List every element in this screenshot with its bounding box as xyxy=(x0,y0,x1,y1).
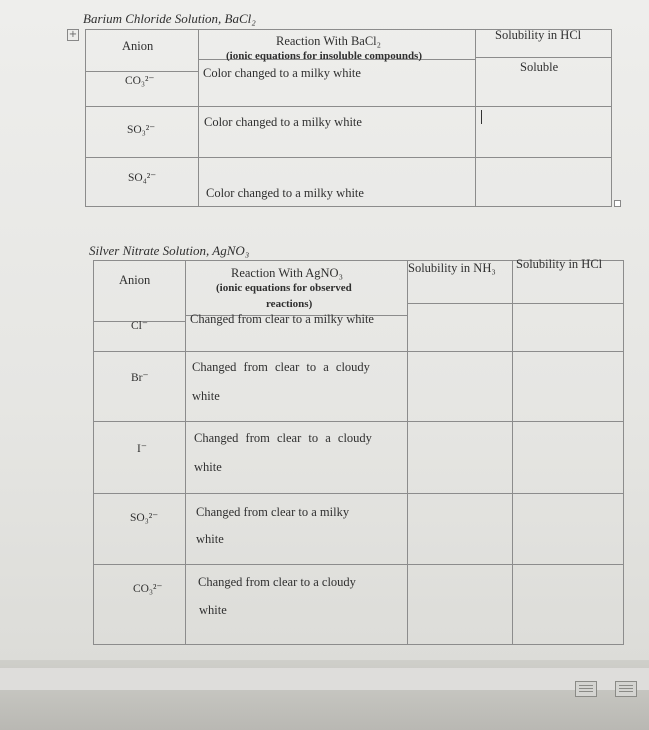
barium-anion-header: Anion xyxy=(122,39,154,53)
silver-row-3-reaction[interactable]: Changed from clear to a cloudy xyxy=(194,431,372,445)
silver-row-5-reaction[interactable]: Changed from clear to a cloudy xyxy=(198,575,356,589)
table-resize-handle[interactable] xyxy=(614,200,621,207)
barium-row-1-reaction[interactable]: Color changed to a milky white xyxy=(203,66,361,80)
silver-hcl-header: Solubility in HCl xyxy=(516,257,603,271)
silver-reaction-subheader-2: reactions) xyxy=(266,298,313,310)
move-handle-icon[interactable]: + xyxy=(68,29,78,40)
silver-row-2-anion: Br⁻ xyxy=(131,372,149,384)
silver-row-4-anion: SO₃²⁻ xyxy=(130,512,159,524)
print-layout-icon[interactable] xyxy=(615,681,637,697)
silver-row-5-anion: CO₃²⁻ xyxy=(133,583,163,595)
silver-row-4-reaction-cont[interactable]: white xyxy=(196,532,224,546)
barium-reaction-subheader: (ionic equations for insoluble compounds) xyxy=(226,50,423,62)
barium-table-title: Barium Chloride Solution, BaCl₂ xyxy=(83,11,256,26)
silver-row-5-reaction-cont[interactable]: white xyxy=(199,603,227,617)
barium-hcl-header: Solubility in HCl xyxy=(495,28,582,42)
silver-row-2-reaction[interactable]: Changed from clear to a cloudy xyxy=(192,360,370,374)
status-bar xyxy=(0,668,649,690)
barium-row-2-anion: SO₃²⁻ xyxy=(127,124,156,136)
barium-row-3-anion: SO₄²⁻ xyxy=(128,172,157,184)
silver-reaction-header: Reaction With AgNO₃ xyxy=(231,266,343,280)
read-mode-icon[interactable] xyxy=(575,681,597,697)
silver-nh3-header: Solubility in NH₃ xyxy=(408,261,496,275)
silver-row-1-anion: Cl⁻ xyxy=(131,320,148,332)
silver-table-title: Silver Nitrate Solution, AgNO₃ xyxy=(89,243,250,258)
silver-row-2-reaction-cont[interactable]: white xyxy=(192,389,220,403)
silver-row-3-anion: I⁻ xyxy=(137,443,147,455)
text-cursor xyxy=(481,110,482,124)
silver-anion-header: Anion xyxy=(119,273,151,287)
barium-row-3-reaction[interactable]: Color changed to a milky white xyxy=(206,186,364,200)
barium-reaction-header: Reaction With BaCl₂ xyxy=(276,34,381,48)
barium-row-2-reaction[interactable]: Color changed to a milky white xyxy=(204,115,362,129)
silver-row-3-reaction-cont[interactable]: white xyxy=(194,460,222,474)
silver-row-1-reaction[interactable]: Changed from clear to a milky white xyxy=(190,312,374,326)
silver-reaction-subheader-1: (ionic equations for observed xyxy=(216,282,352,294)
silver-row-4-reaction[interactable]: Changed from clear to a milky xyxy=(196,505,350,519)
barium-row-1-anion: CO₃²⁻ xyxy=(125,75,155,87)
barium-row-1-hcl[interactable]: Soluble xyxy=(520,60,559,74)
